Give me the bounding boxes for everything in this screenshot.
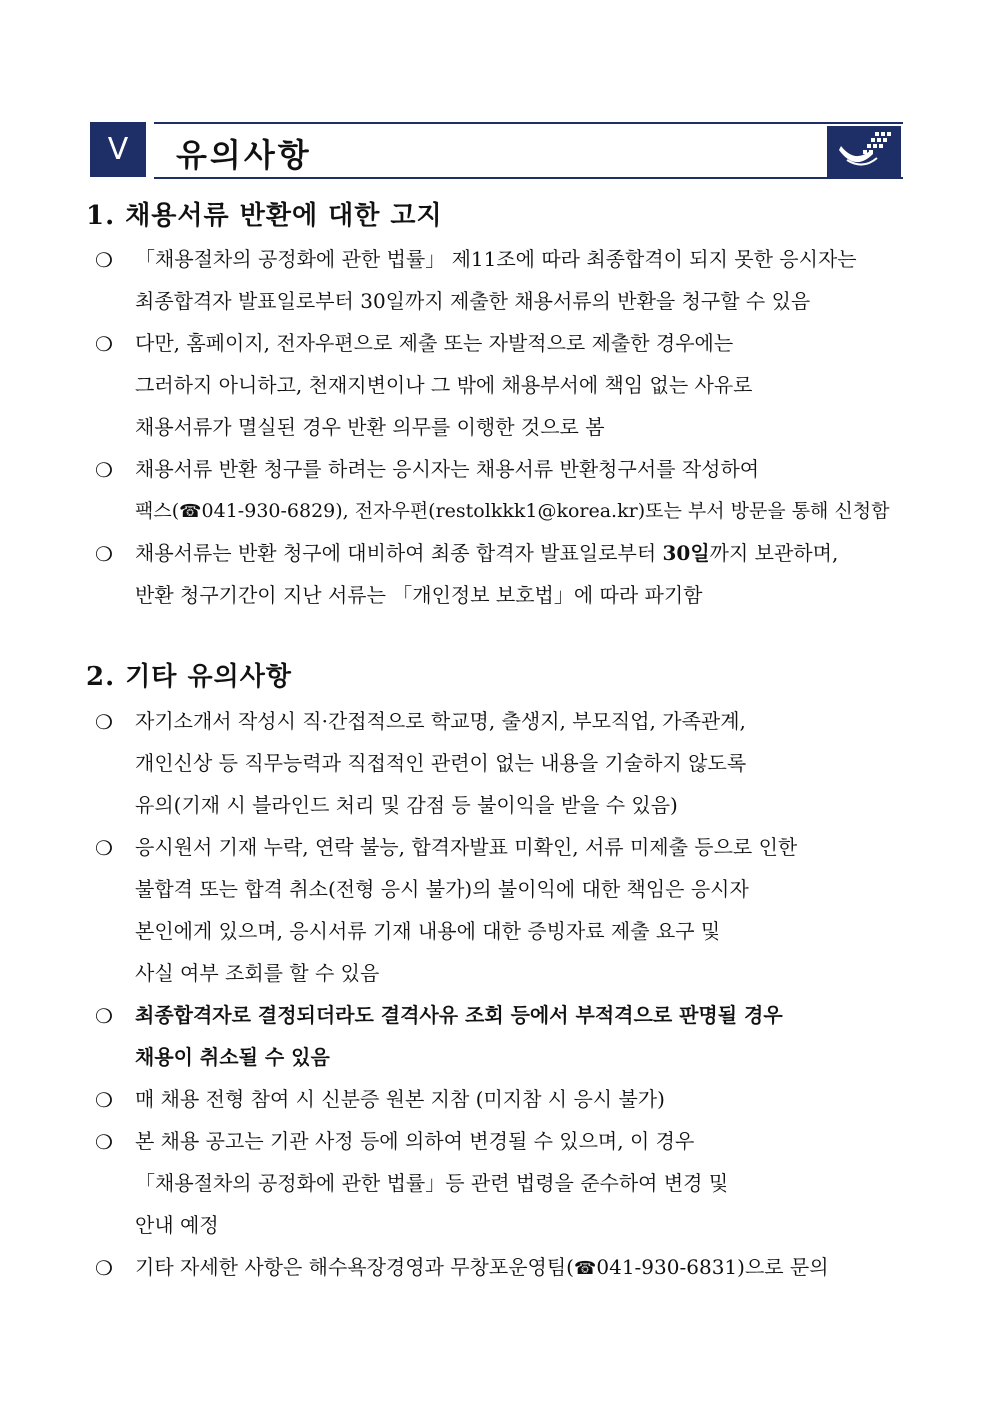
item-line: 그러하지 아니하고, 천재지변이나 그 밖에 채용부서에 책임 없는 사유로 (135, 373, 753, 397)
item-line: 채용서류 반환 청구를 하려는 응시자는 채용서류 반환청구서를 작성하여 (135, 457, 760, 481)
retention-period: 30일 (662, 541, 710, 565)
list-item-emphasized (95, 994, 910, 1078)
bullet-icon: ❍ (95, 248, 113, 272)
item-line: 최종합격자로 결정되더라도 결격사유 조회 등에서 부적격으로 판명될 경우 (135, 1003, 783, 1027)
item-line: 응시원서 기재 누락, 연락 불능, 합격자발표 미확인, 서류 미제출 등으로 인한 (135, 835, 798, 859)
chapter-title-bar (154, 122, 903, 179)
item-line: 「채용절차의 공정화에 관한 법률」등 관련 법령을 준수하여 변경 및 (135, 1171, 729, 1195)
list-item (95, 322, 910, 448)
item-line: 자기소개서 작성시 직·간접적으로 학교명, 출생지, 부모직업, 가족관계, (135, 709, 746, 733)
text-run: 채용서류는 반환 청구에 대비하여 최종 합격자 발표일로부터 (135, 541, 663, 565)
bullet-icon: ❍ (95, 836, 113, 860)
chapter-number: Ⅴ (90, 122, 146, 177)
item-line (135, 1246, 910, 1288)
item-line: 본 채용 공고는 기관 사정 등에 의하여 변경될 수 있으며, 이 경우 (135, 1129, 695, 1153)
bullet-icon: ❍ (95, 458, 113, 482)
chapter-title: 유의사항 (176, 136, 312, 174)
list-item (95, 826, 910, 994)
phone-icon: ☎ (179, 501, 202, 522)
list-item (95, 1246, 910, 1288)
fax-contact-text: 041-930-6829), 전자우편(restolkkk1@korea.kr)또는 부서 방문을 통해 신청함 (201, 500, 890, 522)
text-run: 까지 보관하며, (709, 541, 839, 565)
section-2-title: 2. 기타 유의사항 (86, 662, 292, 692)
item-line: 유의(기재 시 블라인드 처리 및 감점 등 불이익을 받을 수 있음) (135, 793, 678, 817)
item-line: 안내 예정 (135, 1213, 219, 1237)
item-line (135, 490, 910, 532)
list-item (95, 448, 910, 532)
bullet-icon: ❍ (95, 542, 113, 566)
item-line: 반환 청구기간이 지난 서류는 「개인정보 보호법」에 따라 파기함 (135, 583, 703, 607)
list-item (95, 532, 910, 616)
list-item (95, 1120, 910, 1246)
list-item (95, 700, 910, 826)
phone-icon: ☎ (573, 1258, 597, 1279)
list-item (95, 238, 910, 322)
chapter-header (90, 122, 905, 177)
list-item (95, 1078, 910, 1120)
fax-label: 팩스( (135, 500, 180, 522)
item-line: 최종합격자 발표일로부터 30일까지 제출한 채용서류의 반환을 청구할 수 있음 (135, 289, 811, 313)
item-line: 채용서류가 멸실된 경우 반환 의무를 이행한 것으로 봄 (135, 415, 605, 439)
item-line: 개인신상 등 직무능력과 직접적인 관련이 없는 내용을 기술하지 않도록 (135, 751, 747, 775)
bullet-icon: ❍ (95, 1130, 113, 1154)
bullet-icon: ❍ (95, 1256, 113, 1280)
item-line: 불합격 또는 합격 취소(전형 응시 불가)의 불이익에 대한 책임은 응시자 (135, 877, 749, 901)
contact-number: 041-930-6831)으로 문의 (596, 1255, 829, 1279)
item-line: 채용이 취소될 수 있음 (135, 1045, 330, 1069)
item-line: 다만, 홈페이지, 전자우편으로 제출 또는 자발적으로 제출한 경우에는 (135, 331, 734, 355)
section-1-title: 1. 채용서류 반환에 대한 고지 (86, 201, 443, 231)
item-line: 사실 여부 조회를 할 수 있음 (135, 961, 380, 985)
bullet-icon: ❍ (95, 710, 113, 734)
bullet-icon: ❍ (95, 1088, 113, 1112)
bullet-icon: ❍ (95, 1004, 113, 1028)
bullet-icon: ❍ (95, 332, 113, 356)
text-run: 기타 자세한 사항은 해수욕장경영과 무창포운영팀( (135, 1255, 574, 1279)
item-line: 본인에게 있으며, 응시서류 기재 내용에 대한 증빙자료 제출 요구 및 (135, 919, 721, 943)
organization-logo-icon (827, 126, 901, 177)
item-line: 매 채용 전형 참여 시 신분증 원본 지참 (미지참 시 응시 불가) (135, 1087, 665, 1111)
item-line: 「채용절차의 공정화에 관한 법률」 제11조에 따라 최종합격이 되지 못한 응시자는 (135, 247, 857, 271)
item-line (135, 532, 910, 574)
